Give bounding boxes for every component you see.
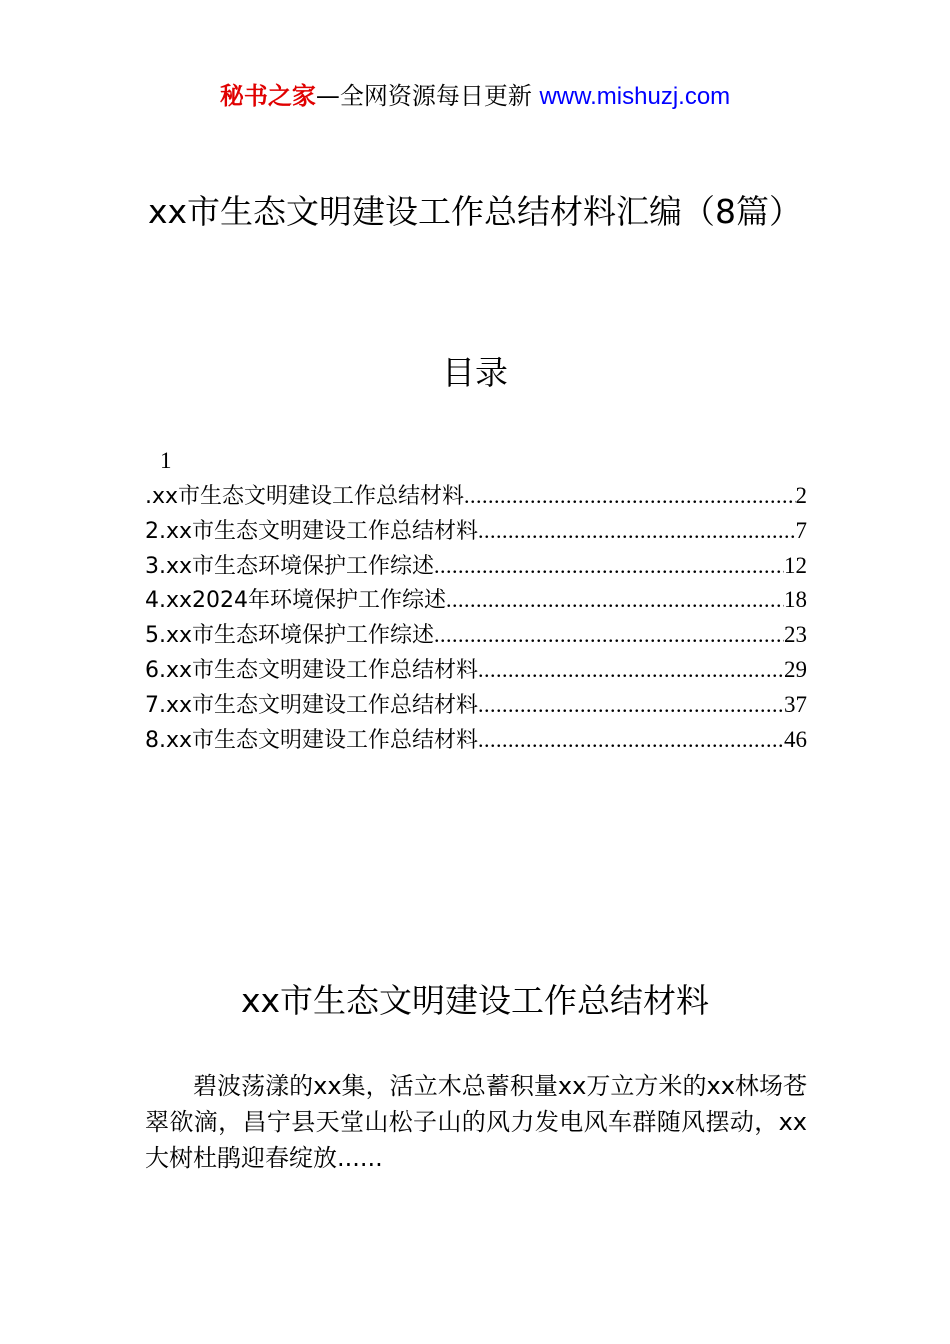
toc-entry-page: 12: [784, 552, 807, 578]
toc-entry-text: 2.xx市生态文明建设工作总结材料: [145, 518, 479, 544]
toc-entry-7[interactable]: [145, 688, 807, 723]
toc-entry-text: 7.xx市生态文明建设工作总结材料: [145, 692, 479, 718]
toc-entry-page: 23: [784, 622, 807, 648]
table-of-contents: [145, 479, 807, 757]
toc-leader-dots: [478, 688, 784, 723]
section-title: xx市生态文明建设工作总结材料: [240, 981, 710, 1020]
toc-leader-dots: [464, 479, 795, 514]
toc-entry-4[interactable]: [145, 583, 807, 618]
toc-leader-dots: [478, 653, 784, 688]
toc-entry-text: 4.xx2024年环境保护工作综述: [145, 588, 447, 614]
toc-entry-text: 5.xx市生态环境保护工作综述: [145, 623, 435, 649]
toc-entry-text: 3.xx市生态环境保护工作综述: [145, 553, 435, 579]
toc-entry-3[interactable]: [145, 549, 807, 584]
toc-leader-dots: [478, 514, 795, 549]
toc-entry-1[interactable]: [145, 479, 807, 514]
toc-entry-6[interactable]: [145, 653, 807, 688]
document-title: xx市生态文明建设工作总结材料汇编（8篇）: [147, 192, 803, 231]
toc-leader-dots: [478, 723, 784, 758]
toc-leader-dots: [434, 618, 784, 653]
header-slogan: —全网资源每日更新: [315, 82, 532, 110]
toc-entry-5[interactable]: [145, 618, 807, 653]
toc-entry-page: 18: [784, 587, 807, 613]
brand-name: 秘书之家: [219, 82, 316, 110]
toc-entry-text: 6.xx市生态文明建设工作总结材料: [145, 657, 479, 683]
site-url[interactable]: www.mishuzj.com: [539, 83, 731, 110]
toc-first-number: 1: [160, 448, 172, 473]
toc-heading: 目录: [442, 353, 508, 392]
toc-entry-text: 8.xx市生态文明建设工作总结材料: [145, 727, 479, 753]
toc-entry-page: 46: [784, 726, 807, 752]
toc-entry-text: .xx市生态文明建设工作总结材料: [145, 484, 465, 509]
toc-leader-dots: [446, 583, 784, 618]
body-paragraph: 碧波荡漾的xx集，活立木总蓄积量xx万立方米的xx林场苍翠欲滴，昌宁县天堂山松子山的风力发电风车群随风摆动，xx大树杜鹃迎春绽放......: [145, 1072, 807, 1172]
toc-entry-8[interactable]: [145, 723, 807, 758]
toc-entry-page: 2: [795, 483, 807, 508]
toc-entry-2[interactable]: [145, 514, 807, 549]
toc-entry-page: 7: [795, 517, 807, 543]
toc-leader-dots: [434, 549, 784, 584]
toc-entry-page: 29: [784, 656, 807, 682]
site-header: [0, 80, 950, 113]
toc-entry-page: 37: [784, 691, 807, 717]
